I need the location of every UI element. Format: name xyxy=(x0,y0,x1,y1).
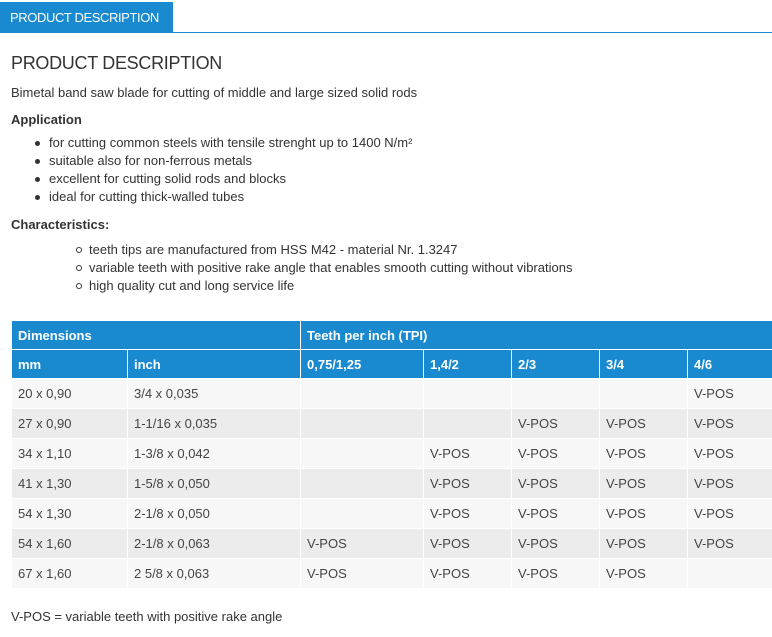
column-header: 4/6 xyxy=(688,350,772,379)
table-cell: V-POS xyxy=(512,439,600,469)
characteristics-list xyxy=(11,241,772,295)
table-cell: V-POS xyxy=(301,559,424,589)
table-cell: V-POS xyxy=(600,439,688,469)
table-row xyxy=(12,559,772,589)
table-cell xyxy=(512,379,600,409)
dimensions-table xyxy=(11,320,772,589)
table-row xyxy=(12,499,772,529)
table-cell: 67 x 1,60 xyxy=(12,559,128,589)
table-body xyxy=(12,379,772,589)
table-cell: V-POS xyxy=(512,409,600,439)
table-cell xyxy=(688,559,772,589)
table-cell: V-POS xyxy=(301,529,424,559)
table-cell: V-POS xyxy=(512,469,600,499)
table-row xyxy=(12,529,772,559)
table-cell: 34 x 1,10 xyxy=(12,439,128,469)
table-row xyxy=(12,379,772,409)
table-cell: V-POS xyxy=(600,409,688,439)
table-cell: V-POS xyxy=(424,469,512,499)
table-group-header-row xyxy=(12,321,772,350)
table-cell: V-POS xyxy=(600,469,688,499)
characteristics-heading: Characteristics: xyxy=(11,217,110,232)
table-cell: 54 x 1,60 xyxy=(12,529,128,559)
table-cell: V-POS xyxy=(688,409,772,439)
table-cell: V-POS xyxy=(688,439,772,469)
list-item: for cutting common steels with tensile strenght up to 1400 N/m² xyxy=(49,134,772,152)
table-cell xyxy=(424,379,512,409)
table-cell xyxy=(600,379,688,409)
table-cell: 1-3/8 x 0,042 xyxy=(128,439,301,469)
footnote: V-POS = variable teeth with positive rake angle xyxy=(11,609,283,624)
page-title: PRODUCT DESCRIPTION xyxy=(11,53,222,73)
table-cell: 1-1/16 x 0,035 xyxy=(128,409,301,439)
list-item: teeth tips are manufactured from HSS M42 - material Nr. 1.3247 xyxy=(89,241,772,259)
table-cell xyxy=(301,379,424,409)
table-cell: V-POS xyxy=(600,529,688,559)
table-cell: 2-1/8 x 0,050 xyxy=(128,499,301,529)
table-cell: V-POS xyxy=(424,559,512,589)
list-item: variable teeth with positive rake angle that enables smooth cutting without vibrations xyxy=(89,259,772,277)
table-cell: V-POS xyxy=(512,529,600,559)
table-cell: 41 x 1,30 xyxy=(12,469,128,499)
table-cell: V-POS xyxy=(512,559,600,589)
table-cell: V-POS xyxy=(512,499,600,529)
table-cell: 27 x 0,90 xyxy=(12,409,128,439)
column-header: 3/4 xyxy=(600,350,688,379)
column-header: 2/3 xyxy=(512,350,600,379)
table-cell: 1-5/8 x 0,050 xyxy=(128,469,301,499)
table-cell xyxy=(301,409,424,439)
column-header: inch xyxy=(128,350,301,379)
application-list xyxy=(11,134,772,206)
table-cell: 3/4 x 0,035 xyxy=(128,379,301,409)
table-cell: V-POS xyxy=(424,439,512,469)
list-item: suitable also for non-ferrous metals xyxy=(49,152,772,170)
table-cell xyxy=(301,469,424,499)
tab-bar xyxy=(0,0,772,33)
group-header-tpi: Teeth per inch (TPI) xyxy=(301,321,772,350)
table-row xyxy=(12,469,772,499)
table-cell: 54 x 1,30 xyxy=(12,499,128,529)
table-cell: V-POS xyxy=(688,469,772,499)
table-cell: V-POS xyxy=(600,499,688,529)
group-header-dimensions: Dimensions xyxy=(12,321,301,350)
list-item: excellent for cutting solid rods and blocks xyxy=(49,170,772,188)
intro-text: Bimetal band saw blade for cutting of middle and large sized solid rods xyxy=(11,85,418,100)
tab-product-description[interactable]: PRODUCT DESCRIPTION xyxy=(0,2,173,33)
table-cell xyxy=(301,439,424,469)
column-header: mm xyxy=(12,350,128,379)
table-cell: V-POS xyxy=(424,499,512,529)
application-heading: Application xyxy=(11,112,82,127)
table-row xyxy=(12,409,772,439)
table-column-header-row xyxy=(12,350,772,379)
table-cell: 20 x 0,90 xyxy=(12,379,128,409)
table-cell: V-POS xyxy=(424,529,512,559)
table-cell xyxy=(301,499,424,529)
table-cell: V-POS xyxy=(688,499,772,529)
table-cell: 2 5/8 x 0,063 xyxy=(128,559,301,589)
column-header: 0,75/1,25 xyxy=(301,350,424,379)
table-cell xyxy=(424,409,512,439)
column-header: 1,4/2 xyxy=(424,350,512,379)
table-cell: V-POS xyxy=(688,529,772,559)
product-description-section xyxy=(11,52,772,295)
list-item: ideal for cutting thick-walled tubes xyxy=(49,188,772,206)
list-item: high quality cut and long service life xyxy=(89,277,772,295)
table-cell: 2-1/8 x 0,063 xyxy=(128,529,301,559)
table-row xyxy=(12,439,772,469)
table-cell: V-POS xyxy=(600,559,688,589)
table-cell: V-POS xyxy=(688,379,772,409)
